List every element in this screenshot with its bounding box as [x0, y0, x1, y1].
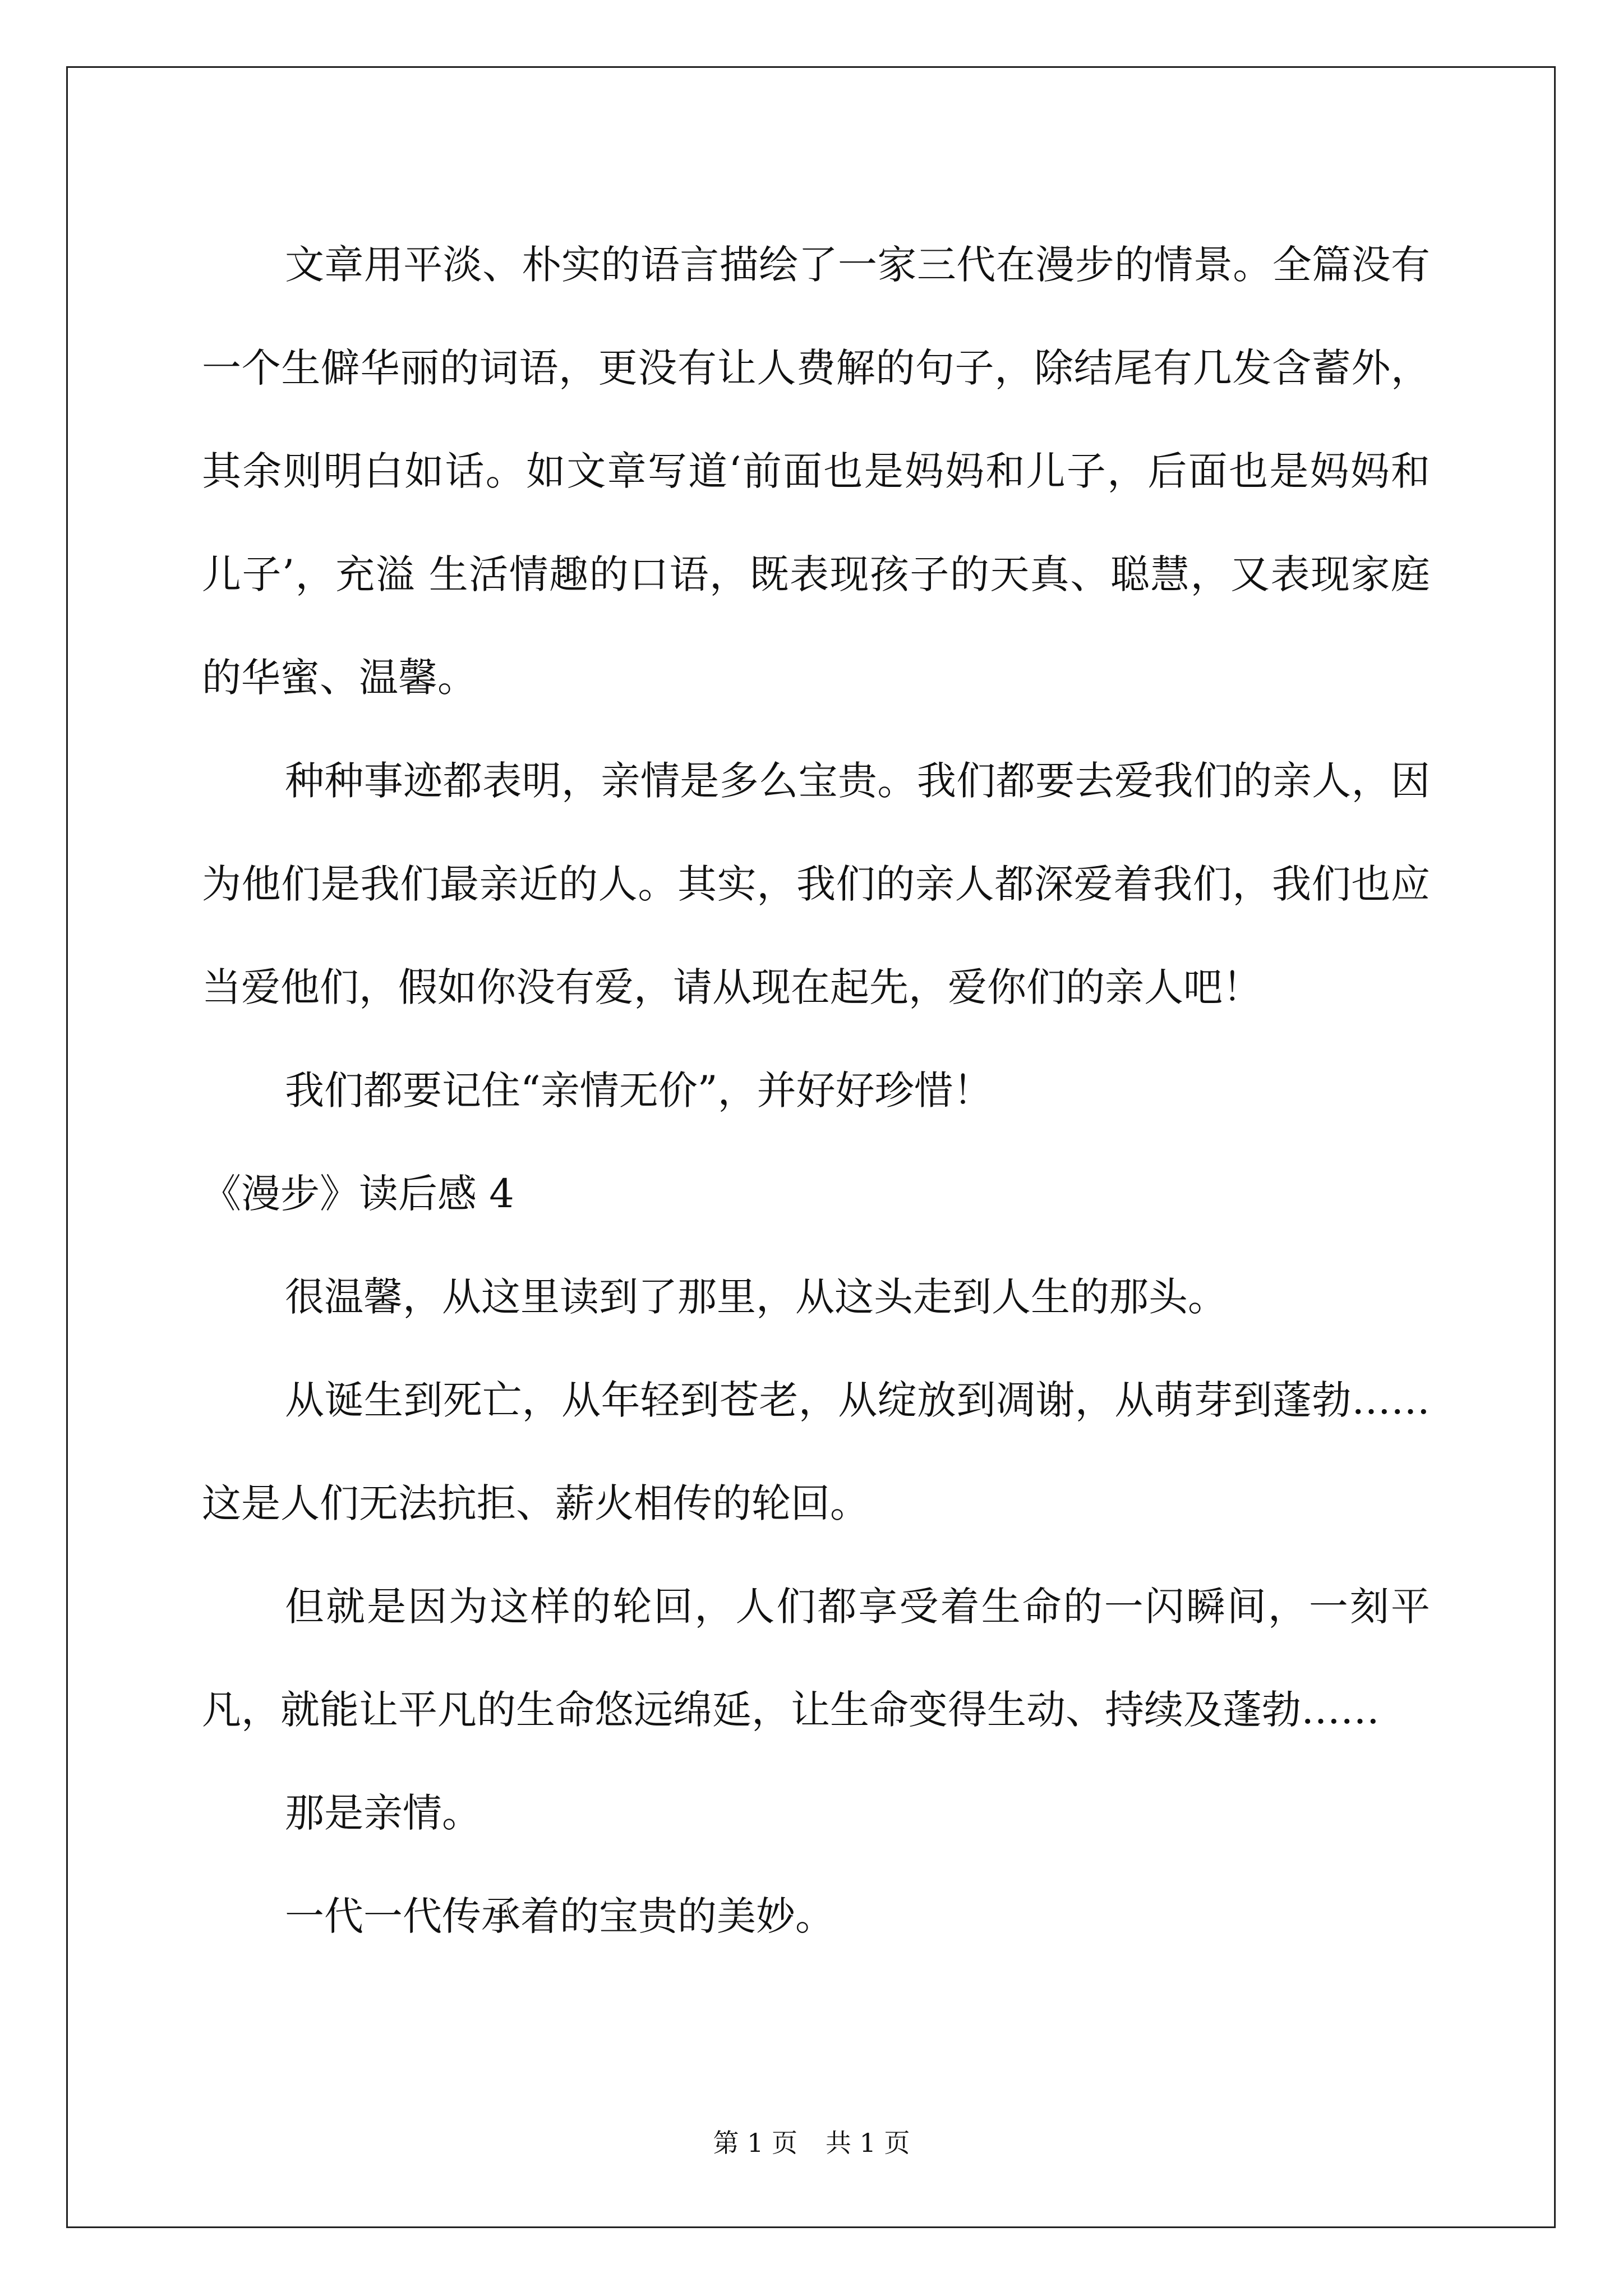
paragraph-8: 一代一代传承着的宝贵的美妙。	[285, 1893, 834, 1939]
paragraph-7: 那是亲情。	[285, 1790, 481, 1836]
page-footer	[0, 2126, 1623, 2160]
paragraph-5: 从诞生到死亡，从年轻到苍老，从绽放到凋谢，从萌芽到蓬勃……这是人们无法抗拒、薪火相传的轮回。	[202, 1377, 1430, 1526]
paragraph-1: 文章用平淡、朴实的语言描绘了一家三代在漫步的情景。全篇没有一个生僻华丽的词语，更没有让人费解的句子，除结尾有几发含蓄外，其余则明白如话。如文章写道‘前面也是妈妈和儿子，后面也是妈妈和儿子’，充溢 生活情趣的口语，既表现孩子的天真、聪慧，又表现家庭的华蜜、温馨。	[202, 242, 1430, 701]
section-heading: 《漫步》读后感 4	[202, 1171, 514, 1217]
paragraph-6: 但就是因为这样的轮回，人们都享受着生命的一闪瞬间，一刻平凡，就能让平凡的生命悠远绵延，让生命变得生动、持续及蓬勃……	[202, 1584, 1430, 1733]
page-total: 共 1 页	[826, 2128, 910, 2158]
page-number: 第 1 页	[713, 2128, 797, 2158]
paragraph-4: 很温馨，从这里读到了那里，从这头走到人生的那头。	[285, 1274, 1227, 1320]
paragraph-3: 我们都要记住“亲情无价”，并好好珍惜！	[285, 1068, 993, 1114]
paragraph-2: 种种事迹都表明，亲情是多么宝贵。我们都要去爱我们的亲人，因为他们是我们最亲近的人。其实，我们的亲人都深爱着我们，我们也应当爱他们，假如你没有爱，请从现在起先，爱你们的亲人吧！	[202, 758, 1430, 1010]
document-body	[202, 213, 1430, 1968]
